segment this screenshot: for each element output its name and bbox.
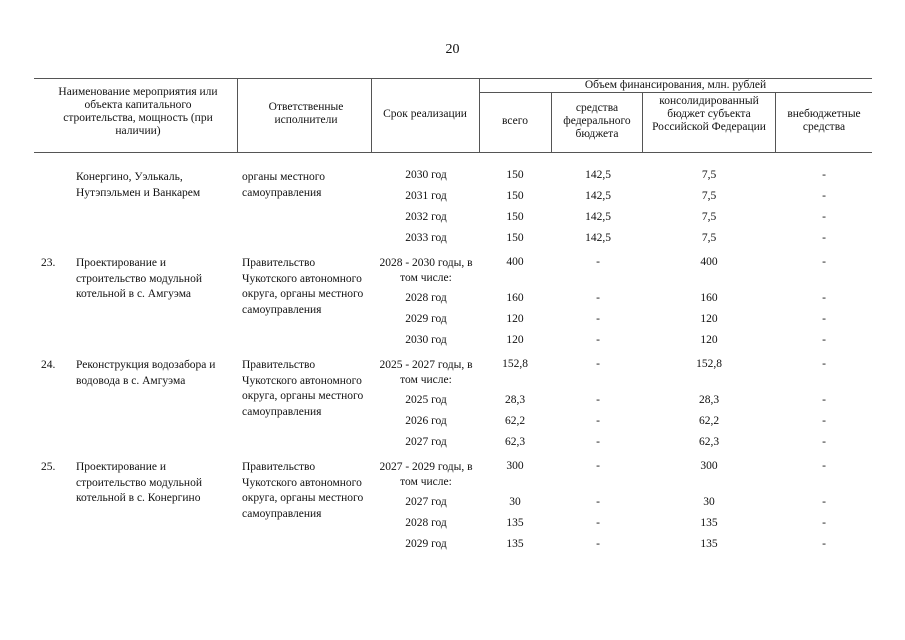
row-regional: 120 bbox=[700, 334, 718, 346]
row-term: 2029 год bbox=[405, 313, 447, 325]
row-federal: - bbox=[596, 334, 600, 346]
header-name: Наименование мероприятия или объекта капитального строительства, мощность (при наличии) bbox=[58, 86, 218, 137]
item-number: 23. bbox=[41, 257, 56, 269]
row-federal: - bbox=[596, 460, 600, 472]
row-total: 120 bbox=[506, 313, 524, 325]
row-regional: 7,5 bbox=[701, 232, 717, 244]
header-bottom-rule bbox=[34, 152, 872, 153]
row-federal: 142,5 bbox=[585, 232, 611, 244]
row-extra: - bbox=[822, 460, 826, 472]
row-term: 2028 - 2030 годы, в том числе: bbox=[379, 257, 473, 284]
row-term: 2028 год bbox=[405, 292, 447, 304]
row-total: 120 bbox=[506, 334, 524, 346]
row-term: 2033 год bbox=[405, 232, 447, 244]
item-responsible: Правительство Чукотского автономного округа, органы местного самоуправления bbox=[242, 257, 364, 316]
row-federal: 142,5 bbox=[585, 169, 611, 181]
row-extra: - bbox=[822, 436, 826, 448]
header-funding: Объем финансирования, млн. рублей bbox=[584, 79, 767, 91]
row-regional: 120 bbox=[700, 313, 718, 325]
row-total: 300 bbox=[506, 460, 524, 472]
header-term: Срок реализации bbox=[383, 108, 467, 120]
row-total: 28,3 bbox=[504, 394, 526, 406]
row-federal: - bbox=[596, 256, 600, 268]
funding-subheader-rule bbox=[479, 92, 872, 93]
row-regional: 7,5 bbox=[701, 211, 717, 223]
row-extra: - bbox=[822, 517, 826, 529]
row-regional: 30 bbox=[703, 496, 715, 508]
item-name: Проектирование и строительство модульной котельной в с. Амгуэма bbox=[76, 257, 202, 300]
header-total: всего bbox=[502, 115, 528, 127]
row-extra: - bbox=[822, 313, 826, 325]
row-extra: - bbox=[822, 394, 826, 406]
row-regional: 135 bbox=[700, 538, 718, 550]
col-divider bbox=[551, 92, 552, 153]
row-term: 2032 год bbox=[405, 211, 447, 223]
row-total: 400 bbox=[506, 256, 524, 268]
row-extra: - bbox=[822, 190, 826, 202]
item-name: Реконструкция водозабора и водовода в с. Амгуэма bbox=[76, 359, 216, 387]
row-term: 2030 год bbox=[405, 334, 447, 346]
row-term: 2025 год bbox=[405, 394, 447, 406]
row-federal: - bbox=[596, 517, 600, 529]
col-divider bbox=[642, 92, 643, 153]
row-total: 160 bbox=[506, 292, 524, 304]
row-total: 150 bbox=[506, 232, 524, 244]
row-federal: - bbox=[596, 496, 600, 508]
row-total: 150 bbox=[506, 211, 524, 223]
item-responsible: органы местного самоуправления bbox=[242, 171, 325, 199]
row-extra: - bbox=[822, 169, 826, 181]
row-extra: - bbox=[822, 292, 826, 304]
row-federal: - bbox=[596, 415, 600, 427]
row-extra: - bbox=[822, 415, 826, 427]
row-federal: - bbox=[596, 292, 600, 304]
row-term: 2027 - 2029 годы, в том числе: bbox=[379, 461, 473, 488]
item-number: 24. bbox=[41, 359, 56, 371]
row-total: 30 bbox=[509, 496, 521, 508]
row-extra: - bbox=[822, 211, 826, 223]
row-regional: 160 bbox=[700, 292, 718, 304]
row-federal: - bbox=[596, 436, 600, 448]
header-federal: средства федерального бюджета bbox=[563, 102, 631, 140]
row-term: 2028 год bbox=[405, 517, 447, 529]
row-regional: 7,5 bbox=[701, 190, 717, 202]
row-regional: 62,2 bbox=[698, 415, 720, 427]
row-regional: 28,3 bbox=[698, 394, 720, 406]
header-responsible: Ответственные исполнители bbox=[268, 101, 344, 126]
row-federal: 142,5 bbox=[585, 211, 611, 223]
row-federal: 142,5 bbox=[585, 190, 611, 202]
row-regional: 135 bbox=[700, 517, 718, 529]
row-total: 62,3 bbox=[504, 436, 526, 448]
header-extra: внебюджетные средства bbox=[787, 108, 861, 133]
page-number: 20 bbox=[445, 42, 460, 57]
col-divider bbox=[775, 92, 776, 153]
row-federal: - bbox=[596, 538, 600, 550]
row-federal: - bbox=[596, 313, 600, 325]
item-name: Конергино, Уэлькаль, Нутэпэльмен и Ванкарем bbox=[76, 171, 201, 199]
row-total: 152,8 bbox=[502, 358, 528, 370]
row-total: 62,2 bbox=[504, 415, 526, 427]
row-term: 2031 год bbox=[405, 190, 447, 202]
row-term: 2027 год bbox=[405, 436, 447, 448]
row-total: 150 bbox=[506, 169, 524, 181]
item-name: Проектирование и строительство модульной котельной в с. Конергино bbox=[76, 461, 202, 504]
row-regional: 400 bbox=[700, 256, 718, 268]
row-regional: 152,8 bbox=[696, 358, 722, 370]
item-number: 25. bbox=[41, 461, 56, 473]
item-responsible: Правительство Чукотского автономного округа, органы местного самоуправления bbox=[242, 461, 364, 520]
row-federal: - bbox=[596, 358, 600, 370]
item-responsible: Правительство Чукотского автономного округа, органы местного самоуправления bbox=[242, 359, 364, 418]
row-total: 135 bbox=[506, 517, 524, 529]
row-extra: - bbox=[822, 232, 826, 244]
row-term: 2029 год bbox=[405, 538, 447, 550]
row-regional: 300 bbox=[700, 460, 718, 472]
row-extra: - bbox=[822, 256, 826, 268]
row-regional: 7,5 bbox=[701, 169, 717, 181]
col-divider bbox=[237, 78, 238, 153]
row-extra: - bbox=[822, 358, 826, 370]
row-regional: 62,3 bbox=[698, 436, 720, 448]
row-total: 135 bbox=[506, 538, 524, 550]
row-federal: - bbox=[596, 394, 600, 406]
row-extra: - bbox=[822, 538, 826, 550]
row-extra: - bbox=[822, 334, 826, 346]
row-total: 150 bbox=[506, 190, 524, 202]
row-term: 2027 год bbox=[405, 496, 447, 508]
row-term: 2026 год bbox=[405, 415, 447, 427]
header-regional: консолидированный бюджет субъекта Российской Федерации bbox=[652, 95, 766, 133]
row-extra: - bbox=[822, 496, 826, 508]
row-term: 2030 год bbox=[405, 169, 447, 181]
row-term: 2025 - 2027 годы, в том числе: bbox=[379, 359, 473, 386]
